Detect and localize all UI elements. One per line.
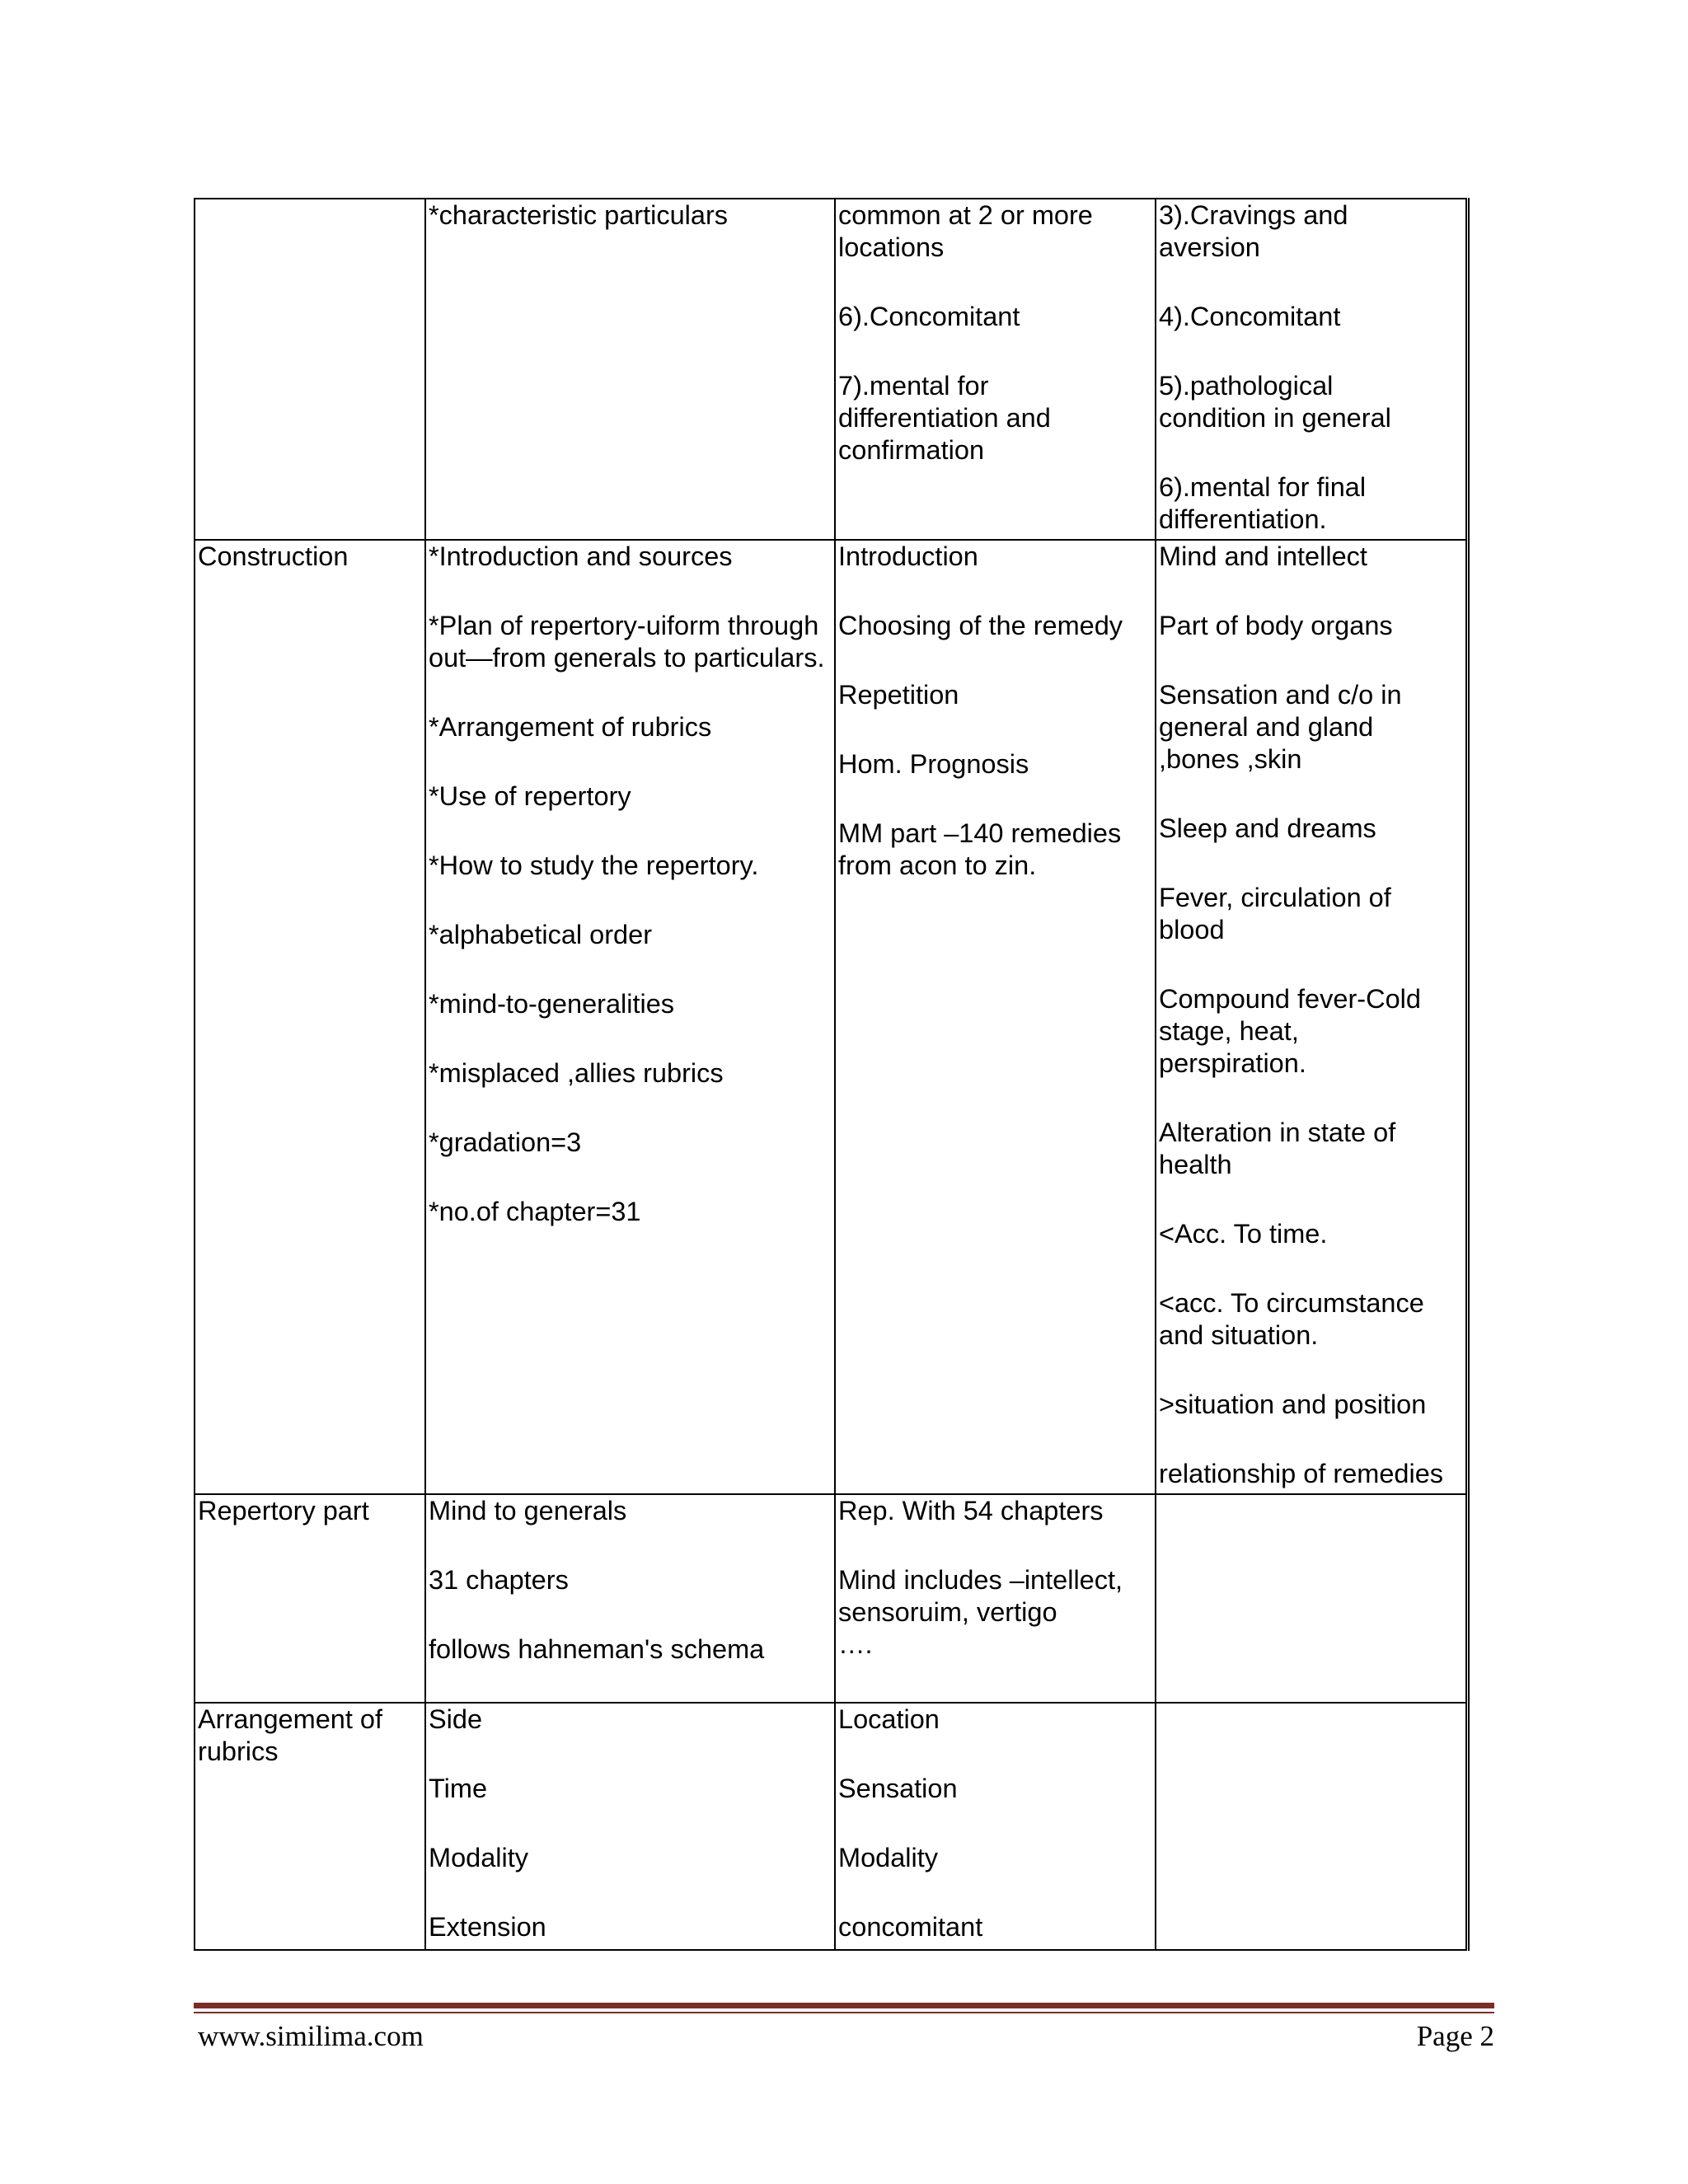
cell-paragraph: *alphabetical order <box>429 920 653 949</box>
cell-paragraph: Part of body organs <box>1159 611 1393 640</box>
table-cell <box>425 1494 835 1703</box>
cell-paragraph: Mind to generals <box>429 1496 627 1526</box>
row-label-cell <box>195 1703 425 1950</box>
table-cell <box>835 1494 1156 1703</box>
cell-paragraph: Alteration in state of health <box>1159 1118 1396 1179</box>
table-cell <box>835 540 1156 1494</box>
cell-paragraph: Extension <box>429 1912 546 1942</box>
cell-paragraph: *Introduction and sources <box>429 541 733 571</box>
cell-paragraph: >situation and position <box>1159 1390 1427 1419</box>
cell-paragraph: <Acc. To time. <box>1159 1219 1328 1249</box>
cell-paragraph: follows hahneman's schema <box>429 1634 765 1664</box>
footer-website: www.similima.com <box>198 2020 424 2052</box>
cell-paragraph: concomitant <box>838 1912 983 1942</box>
table-cell <box>1156 199 1467 540</box>
cell-paragraph: Location <box>838 1704 940 1734</box>
comparison-table <box>194 198 1470 1951</box>
table-cell <box>835 199 1156 540</box>
row-label-cell <box>195 199 425 540</box>
cell-paragraph: common at 2 or more locations <box>838 200 1093 262</box>
footer-divider <box>194 2003 1494 2008</box>
cell-paragraph: relationship of remedies <box>1159 1459 1444 1488</box>
cell-paragraph: *mind-to-generalities <box>429 989 675 1019</box>
cell-paragraph: Fever, circulation of blood <box>1159 883 1391 944</box>
cell-paragraph: Modality <box>429 1843 529 1872</box>
cell-paragraph: *no.of chapter=31 <box>429 1197 641 1226</box>
table-cell <box>1156 1703 1467 1950</box>
row-label-cell <box>195 1494 425 1703</box>
cell-paragraph: MM part –140 remedies from acon to zin. <box>838 818 1122 880</box>
cell-paragraph: Time <box>429 1774 488 1803</box>
cell-paragraph: *misplaced ,allies rubrics <box>429 1058 724 1088</box>
cell-paragraph: Repetition <box>838 680 959 710</box>
cell-paragraph: <acc. To circumstance and situation. <box>1159 1288 1424 1350</box>
cell-paragraph: Introduction <box>838 541 978 571</box>
cell-paragraph: Mind includes –intellect, sensoruim, vertigo …. <box>838 1565 1123 1659</box>
cell-paragraph: 6).mental for final differentiation. <box>1159 472 1367 534</box>
table-cell <box>425 1703 835 1950</box>
table-row <box>195 1494 1467 1703</box>
cell-paragraph: 5).pathological condition in general <box>1159 371 1391 433</box>
cell-paragraph: *How to study the repertory. <box>429 851 759 880</box>
cell-paragraph: Hom. Prognosis <box>838 749 1029 779</box>
cell-paragraph: Rep. With 54 chapters <box>838 1496 1104 1526</box>
cell-paragraph: 31 chapters <box>429 1565 569 1595</box>
cell-paragraph: Sleep and dreams <box>1159 813 1376 843</box>
cell-paragraph: 4).Concomitant <box>1159 302 1341 331</box>
table-row <box>195 199 1467 540</box>
cell-paragraph: Sensation <box>838 1774 958 1803</box>
footer-page-number: Page 2 <box>1416 2020 1494 2052</box>
cell-paragraph: 6).Concomitant <box>838 302 1020 331</box>
table-body <box>195 199 1467 1950</box>
cell-paragraph: Repertory part <box>198 1496 369 1526</box>
cell-paragraph: Mind and intellect <box>1159 541 1367 571</box>
cell-paragraph: Compound fever-Cold stage, heat, perspiration. <box>1159 984 1421 1078</box>
cell-paragraph: *Plan of repertory-uiform through out—from generals to particulars. <box>429 611 825 673</box>
cell-paragraph: Construction <box>198 541 349 571</box>
cell-paragraph: Modality <box>838 1843 939 1872</box>
cell-paragraph: Choosing of the remedy <box>838 611 1123 640</box>
cell-paragraph: 7).mental for differentiation and confirmation <box>838 371 1051 465</box>
cell-paragraph: *Use of repertory <box>429 781 631 811</box>
cell-paragraph: Side <box>429 1704 483 1734</box>
table-row <box>195 540 1467 1494</box>
table-cell <box>1156 1494 1467 1703</box>
table-row <box>195 1703 1467 1950</box>
table-cell <box>425 199 835 540</box>
footer-divider-thin <box>194 2012 1494 2013</box>
table-cell <box>1156 540 1467 1494</box>
cell-paragraph: Sensation and c/o in general and gland ,bones ,skin <box>1159 680 1402 774</box>
table-cell <box>835 1703 1156 1950</box>
cell-paragraph: *Arrangement of rubrics <box>429 712 712 742</box>
row-label-cell <box>195 540 425 1494</box>
cell-paragraph: 3).Cravings and aversion <box>1159 200 1348 262</box>
table-cell <box>425 540 835 1494</box>
cell-paragraph: *characteristic particulars <box>429 200 729 230</box>
cell-paragraph: Arrangement of rubrics <box>198 1704 383 1766</box>
cell-paragraph: *gradation=3 <box>429 1127 582 1157</box>
